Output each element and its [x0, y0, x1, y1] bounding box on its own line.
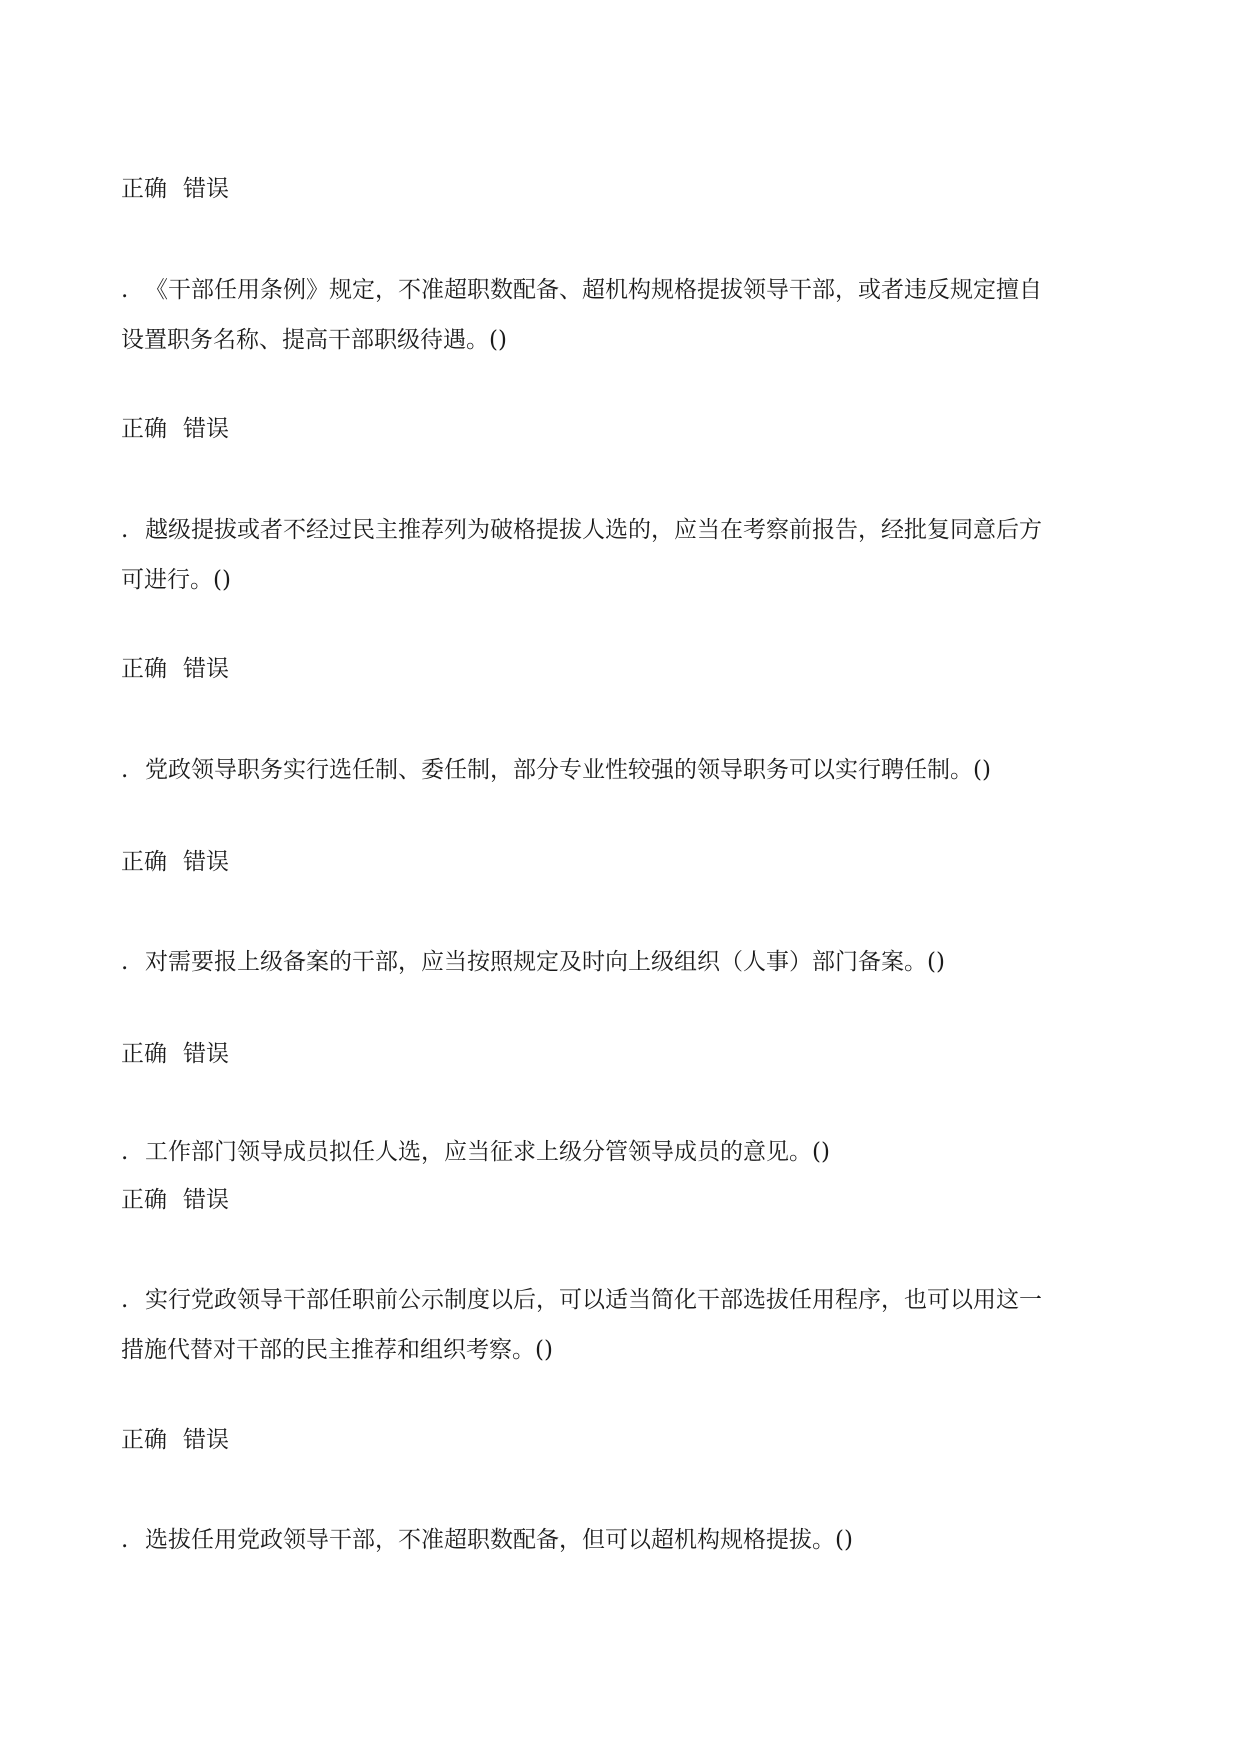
answer-options [121, 845, 1131, 879]
option-wrong: 错误 [183, 849, 229, 875]
question-item [121, 265, 1131, 365]
answer-options [121, 1183, 1131, 1217]
answer-options [121, 172, 1131, 206]
option-wrong: 错误 [183, 176, 229, 202]
question-text-line: 越级提拔或者不经过民主推荐列为破格提拔人选的，应当在考察前报告，经批复同意后方 [145, 517, 1042, 543]
option-correct: 正确 [121, 1187, 167, 1213]
question-marker: . [121, 757, 129, 783]
option-correct: 正确 [121, 656, 167, 682]
question-marker: . [121, 277, 129, 303]
question-item [121, 1275, 1131, 1375]
option-wrong: 错误 [183, 416, 229, 442]
question-item [121, 1515, 1131, 1565]
question-text-line: 设置职务名称、提高干部职级待遇。() [121, 327, 507, 353]
option-correct: 正确 [121, 849, 167, 875]
question-text-line: 工作部门领导成员拟任人选，应当征求上级分管领导成员的意见。() [145, 1139, 830, 1165]
question-marker: . [121, 517, 129, 543]
option-wrong: 错误 [183, 1041, 229, 1067]
question-item [121, 937, 1131, 987]
question-text-line: 《干部任用条例》规定，不准超职数配备、超机构规格提拔领导干部，或者违反规定擅自 [145, 277, 1042, 303]
option-correct: 正确 [121, 416, 167, 442]
option-correct: 正确 [121, 1041, 167, 1067]
question-marker: . [121, 1287, 129, 1313]
option-wrong: 错误 [183, 656, 229, 682]
answer-options [121, 652, 1131, 686]
question-text-line: 实行党政领导干部任职前公示制度以后，可以适当简化干部选拔任用程序，也可以用这一 [145, 1287, 1042, 1313]
question-item [121, 745, 1131, 795]
question-text-line: 措施代替对干部的民主推荐和组织考察。() [121, 1337, 553, 1363]
question-text-line: 对需要报上级备案的干部，应当按照规定及时向上级组织（人事）部门备案。() [145, 949, 945, 975]
option-correct: 正确 [121, 176, 167, 202]
question-marker: . [121, 1139, 129, 1165]
answer-options [121, 412, 1131, 446]
question-marker: . [121, 949, 129, 975]
question-item [121, 1127, 1131, 1177]
question-text-line: 选拔任用党政领导干部，不准超职数配备，但可以超机构规格提拔。() [145, 1527, 853, 1553]
option-correct: 正确 [121, 1427, 167, 1453]
question-text-line: 可进行。() [121, 567, 231, 593]
question-marker: . [121, 1527, 129, 1553]
question-text-line: 党政领导职务实行选任制、委任制，部分专业性较强的领导职务可以实行聘任制。() [145, 757, 991, 783]
option-wrong: 错误 [183, 1187, 229, 1213]
option-wrong: 错误 [183, 1427, 229, 1453]
question-item [121, 505, 1131, 605]
answer-options [121, 1423, 1131, 1457]
answer-options [121, 1037, 1131, 1071]
